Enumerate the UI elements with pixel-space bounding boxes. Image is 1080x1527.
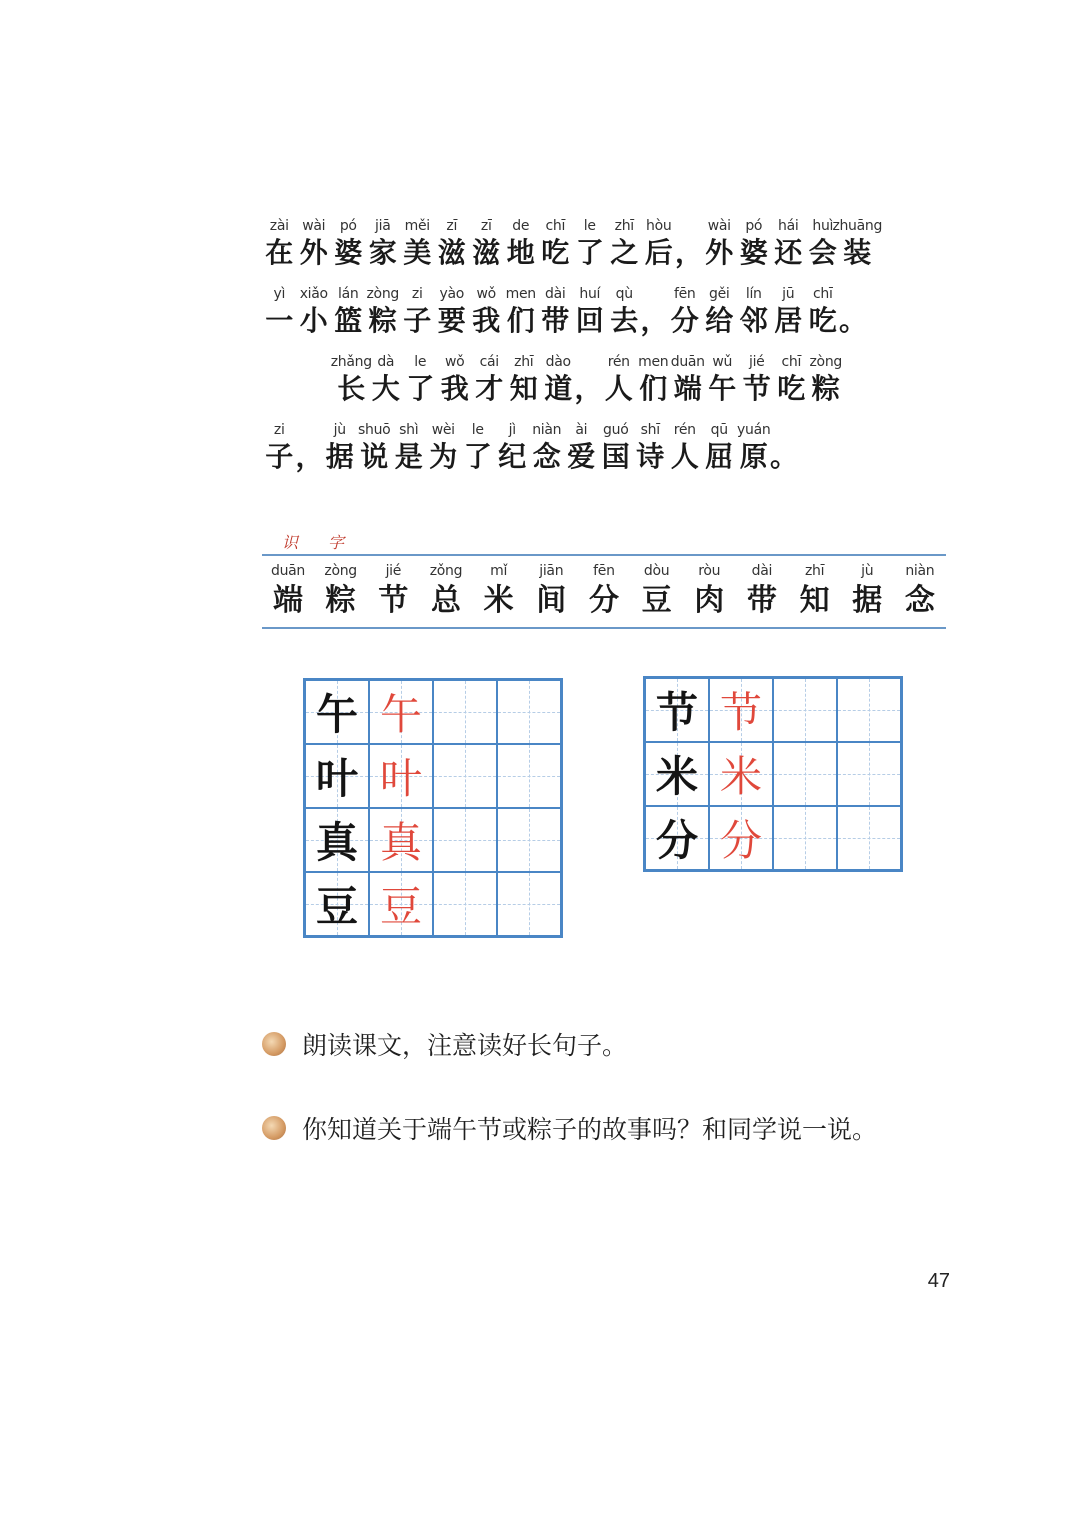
vocab-hanzi: 端 [273, 583, 303, 618]
character-with-pinyin [366, 218, 401, 270]
model-character-cell [305, 680, 369, 744]
pinyin: hái [778, 218, 799, 234]
trace-character: 叶 [379, 754, 422, 803]
empty-practice-cell [433, 872, 497, 936]
pinyin: pó [745, 218, 763, 234]
character-with-pinyin [774, 354, 809, 406]
hanzi: 后 [644, 236, 673, 269]
pinyin: wài [302, 218, 326, 234]
task-bullet-icon [262, 1116, 286, 1140]
character-with-pinyin [469, 286, 504, 338]
task-text: 你知道关于端午节或粽子的故事吗？和同学说一说。 [302, 1115, 878, 1144]
empty-practice-cell [773, 806, 837, 870]
pinyin: wǔ [712, 354, 733, 370]
hanzi: 才 [475, 372, 504, 405]
character-with-pinyin [426, 422, 461, 474]
hanzi: 们 [639, 372, 668, 405]
vocab-hanzi: 知 [799, 583, 830, 618]
punctuation [642, 286, 668, 338]
pinyin: huí [579, 286, 601, 302]
hanzi: 外 [705, 236, 734, 269]
character-with-pinyin [607, 218, 642, 270]
pinyin: pó [339, 218, 357, 234]
hanzi: 邻 [739, 304, 768, 337]
character-with-pinyin [702, 422, 737, 474]
character-with-pinyin [636, 354, 671, 406]
pinyin: zī [446, 218, 458, 234]
trace-character-cell [369, 872, 433, 936]
character-with-pinyin [469, 218, 504, 270]
task-2 [262, 1110, 877, 1146]
hanzi: 端 [673, 372, 702, 405]
character-with-pinyin [435, 218, 470, 270]
pinyin: chī [545, 218, 566, 234]
pinyin: chī [781, 354, 802, 370]
hanzi: 婆 [334, 236, 363, 269]
empty-practice-cell [837, 742, 901, 806]
pinyin: dài [545, 286, 566, 302]
hanzi: 为 [429, 440, 458, 473]
hanzi: 了 [575, 236, 604, 269]
task-bullet-icon [262, 1032, 286, 1056]
vocab-pinyin: fēn [593, 563, 615, 579]
hanzi: 会 [808, 236, 837, 269]
pinyin: chī [812, 286, 833, 302]
hanzi: 居 [774, 304, 803, 337]
hanzi: ， [675, 236, 704, 269]
trace-character-cell [709, 742, 773, 806]
character-with-pinyin [369, 354, 404, 406]
trace-character: 午 [379, 690, 422, 739]
vocab-header: 识字 [282, 533, 375, 552]
hanzi: 回 [575, 304, 604, 337]
character-with-pinyin [573, 218, 608, 270]
hanzi: 之 [610, 236, 639, 269]
character-with-pinyin [507, 354, 542, 406]
pinyin: wèi [431, 422, 455, 438]
vocab-pinyin: ròu [698, 563, 721, 579]
vocab-hanzi: 节 [378, 583, 409, 618]
vocab-hanzi: 分 [588, 583, 619, 618]
pinyin: cái [479, 354, 499, 370]
pinyin: le [471, 422, 484, 438]
pinyin: měi [404, 218, 430, 234]
page-number: 47 [927, 1270, 950, 1292]
character-with-pinyin [400, 218, 435, 270]
trace-character-cell [709, 806, 773, 870]
hanzi: 子 [265, 440, 294, 473]
trace-character-cell [709, 678, 773, 742]
character-with-pinyin [504, 218, 539, 270]
model-character: 叶 [315, 754, 358, 803]
punctuation [771, 422, 797, 474]
model-character: 午 [315, 690, 358, 739]
passage-line [330, 354, 843, 406]
vocab-item [894, 563, 946, 621]
character-with-pinyin [530, 422, 565, 474]
model-character: 节 [655, 688, 698, 737]
vocab-list [262, 563, 946, 621]
vocab-bottom-rule [262, 627, 946, 629]
pinyin: qū [710, 422, 728, 438]
character-with-pinyin [297, 218, 332, 270]
hanzi: 我 [440, 372, 469, 405]
hanzi: 人 [604, 372, 633, 405]
hanzi: 篮 [334, 304, 363, 337]
hanzi: 了 [463, 440, 492, 473]
writing-grid-2 [643, 676, 903, 872]
hanzi: 我 [472, 304, 501, 337]
vocab-pinyin: zǒng [429, 563, 463, 579]
punctuation [576, 354, 602, 406]
model-character: 分 [655, 816, 698, 865]
vocab-hanzi: 肉 [694, 583, 725, 618]
vocab-hanzi: 米 [483, 583, 514, 618]
pinyin: wài [707, 218, 731, 234]
character-with-pinyin [607, 286, 642, 338]
hanzi: 说 [360, 440, 389, 473]
pinyin: le [583, 218, 596, 234]
pinyin: lán [338, 286, 359, 302]
hanzi: 人 [670, 440, 699, 473]
hanzi: 爱 [567, 440, 596, 473]
vocab-pinyin: dòu [643, 563, 670, 579]
character-with-pinyin [297, 286, 332, 338]
vocab-item [841, 563, 893, 621]
vocab-pinyin: niàn [905, 563, 935, 579]
hanzi: 知 [509, 372, 538, 405]
vocab-item [525, 563, 577, 621]
character-with-pinyin [330, 354, 372, 406]
character-with-pinyin [771, 286, 806, 338]
pinyin: de [512, 218, 530, 234]
pinyin: men [638, 354, 669, 370]
pinyin: shì [399, 422, 419, 438]
writing-grid-1 [303, 678, 563, 938]
model-character-cell [305, 872, 369, 936]
empty-practice-cell [773, 742, 837, 806]
hanzi: 吃 [808, 304, 837, 337]
pinyin: zī [480, 218, 492, 234]
character-with-pinyin [331, 218, 366, 270]
hanzi: 粽 [811, 372, 840, 405]
hanzi: 大 [371, 372, 400, 405]
model-character-cell [305, 744, 369, 808]
vocab-pinyin: dài [751, 563, 773, 579]
vocab-pinyin: jù [861, 563, 874, 579]
hanzi: 粽 [368, 304, 397, 337]
hanzi: 纪 [498, 440, 527, 473]
hanzi: 滋 [472, 236, 501, 269]
vocab-pinyin: zhī [804, 563, 825, 579]
vocab-item [789, 563, 841, 621]
pinyin: men [505, 286, 536, 302]
character-with-pinyin [668, 286, 703, 338]
character-with-pinyin [262, 422, 297, 474]
vocab-item [631, 563, 683, 621]
empty-practice-cell [433, 744, 497, 808]
character-with-pinyin [472, 354, 507, 406]
character-with-pinyin [702, 218, 737, 270]
vocab-hanzi: 总 [430, 583, 461, 618]
hanzi: 要 [437, 304, 466, 337]
vocab-pinyin: duān [270, 563, 305, 579]
character-with-pinyin [357, 422, 392, 474]
pinyin: hòu [646, 218, 672, 234]
pinyin: yuán [737, 422, 771, 438]
vocab-item [367, 563, 419, 621]
hanzi: 诗 [636, 440, 665, 473]
hanzi: 在 [265, 236, 294, 269]
character-with-pinyin [705, 354, 740, 406]
character-with-pinyin [323, 422, 358, 474]
hanzi: 地 [506, 236, 535, 269]
vocab-top-rule [262, 554, 946, 556]
pinyin: qù [615, 286, 633, 302]
hanzi: 美 [403, 236, 432, 269]
character-with-pinyin [702, 286, 737, 338]
pinyin: guó [603, 422, 629, 438]
vocab-hanzi: 间 [536, 583, 567, 618]
character-with-pinyin [495, 422, 530, 474]
pinyin: ài [575, 422, 588, 438]
trace-character: 米 [719, 752, 762, 801]
pinyin: jiā [375, 218, 391, 234]
trace-character: 真 [379, 818, 422, 867]
character-with-pinyin [737, 218, 772, 270]
hanzi: 午 [708, 372, 737, 405]
hanzi: 念 [532, 440, 561, 473]
hanzi: 小 [299, 304, 328, 337]
hanzi: 带 [541, 304, 570, 337]
empty-practice-cell [433, 680, 497, 744]
character-with-pinyin [771, 218, 806, 270]
vocab-pinyin: mǐ [490, 563, 508, 579]
hanzi: 吃 [541, 236, 570, 269]
empty-practice-cell [773, 678, 837, 742]
character-with-pinyin [392, 422, 427, 474]
character-with-pinyin [737, 286, 772, 338]
hanzi: ， [574, 372, 603, 405]
hanzi: 去 [610, 304, 639, 337]
pinyin: jù [333, 422, 346, 438]
vocab-pinyin: zòng [324, 563, 357, 579]
vocab-hanzi: 念 [904, 583, 935, 618]
pinyin: yì [273, 286, 286, 302]
pinyin: zi [411, 286, 423, 302]
character-with-pinyin [668, 422, 703, 474]
hanzi: 一 [265, 304, 294, 337]
character-with-pinyin [400, 286, 435, 338]
pinyin: dào [545, 354, 571, 370]
character-with-pinyin [403, 354, 438, 406]
hanzi: 子 [403, 304, 432, 337]
vocab-hanzi: 粽 [325, 583, 356, 618]
hanzi: ， [640, 304, 669, 337]
pinyin: zhī [514, 354, 534, 370]
pinyin: gěi [709, 286, 730, 302]
task-1 [262, 1026, 627, 1062]
empty-practice-cell [837, 806, 901, 870]
pinyin: jū [782, 286, 795, 302]
pinyin: duān [670, 354, 705, 370]
hanzi: 给 [705, 304, 734, 337]
character-with-pinyin [564, 422, 599, 474]
empty-practice-cell [497, 872, 561, 936]
pinyin: le [414, 354, 427, 370]
pinyin: lín [745, 286, 762, 302]
trace-character-cell [369, 680, 433, 744]
hanzi: 屈 [705, 440, 734, 473]
model-character-cell [305, 808, 369, 872]
model-character-cell [645, 678, 709, 742]
character-with-pinyin [504, 286, 539, 338]
hanzi: 家 [368, 236, 397, 269]
pinyin: yào [439, 286, 465, 302]
passage-line [262, 286, 866, 338]
model-character-cell [645, 806, 709, 870]
hanzi: 们 [506, 304, 535, 337]
character-with-pinyin [262, 218, 297, 270]
character-with-pinyin [832, 218, 883, 270]
pinyin: zòng [809, 354, 842, 370]
trace-character: 分 [719, 816, 762, 865]
vocab-hanzi: 豆 [641, 583, 672, 618]
trace-character-cell [369, 808, 433, 872]
hanzi: 婆 [739, 236, 768, 269]
pinyin: rén [607, 354, 630, 370]
pinyin: zòng [366, 286, 399, 302]
pinyin: wǒ [445, 354, 465, 370]
character-with-pinyin [262, 286, 297, 338]
punctuation [676, 218, 702, 270]
character-with-pinyin [461, 422, 496, 474]
vocab-item [473, 563, 525, 621]
vocab-item [420, 563, 472, 621]
hanzi: 道 [544, 372, 573, 405]
passage-line [262, 422, 797, 474]
pinyin: zài [269, 218, 289, 234]
trace-character: 节 [719, 688, 762, 737]
empty-practice-cell [497, 744, 561, 808]
vocab-hanzi: 据 [852, 583, 883, 618]
vocab-item [262, 563, 314, 621]
model-character: 米 [655, 752, 698, 801]
hanzi: 国 [601, 440, 630, 473]
task-text: 朗读课文，注意读好长句子。 [302, 1031, 628, 1060]
hanzi: 分 [670, 304, 699, 337]
empty-practice-cell [497, 808, 561, 872]
model-character: 真 [315, 818, 358, 867]
pinyin: huì [812, 218, 834, 234]
character-with-pinyin [573, 286, 608, 338]
passage-line [262, 218, 883, 270]
hanzi: 装 [843, 236, 872, 269]
pinyin: jié [749, 354, 765, 370]
trace-character-cell [369, 744, 433, 808]
pinyin: rén [673, 422, 696, 438]
character-with-pinyin [438, 354, 473, 406]
vocab-hanzi: 带 [746, 583, 777, 618]
vocab-pinyin: jiān [539, 563, 564, 579]
vocab-pinyin: jié [385, 563, 402, 579]
empty-practice-cell [433, 808, 497, 872]
character-with-pinyin [366, 286, 401, 338]
pinyin: zhǎng [330, 354, 372, 370]
pinyin: jì [508, 422, 516, 438]
vocab-item [578, 563, 630, 621]
pinyin: zhuāng [832, 218, 883, 234]
character-with-pinyin [538, 286, 573, 338]
character-with-pinyin [538, 218, 573, 270]
character-with-pinyin [642, 218, 677, 270]
pinyin: wǒ [476, 286, 496, 302]
vocab-item [315, 563, 367, 621]
character-with-pinyin [602, 354, 637, 406]
hanzi: 长 [337, 372, 366, 405]
hanzi: 。 [770, 440, 799, 473]
pinyin: shī [640, 422, 660, 438]
punctuation [297, 422, 323, 474]
pinyin: zhī [614, 218, 634, 234]
hanzi: 。 [839, 304, 868, 337]
vocab-item [683, 563, 735, 621]
empty-practice-cell [837, 678, 901, 742]
character-with-pinyin [809, 354, 844, 406]
character-with-pinyin [541, 354, 576, 406]
trace-character: 豆 [379, 882, 422, 931]
hanzi: 了 [406, 372, 435, 405]
pinyin: fēn [673, 286, 696, 302]
hanzi: 节 [742, 372, 771, 405]
pinyin: zi [273, 422, 285, 438]
character-with-pinyin [331, 286, 366, 338]
pinyin: niàn [532, 422, 562, 438]
hanzi: 是 [394, 440, 423, 473]
character-with-pinyin [740, 354, 775, 406]
model-character: 豆 [315, 882, 358, 931]
vocab-item [736, 563, 788, 621]
hanzi: 还 [774, 236, 803, 269]
character-with-pinyin [599, 422, 634, 474]
character-with-pinyin [633, 422, 668, 474]
pinyin: dà [377, 354, 395, 370]
hanzi: 吃 [777, 372, 806, 405]
pinyin: xiǎo [299, 286, 328, 302]
punctuation [840, 286, 866, 338]
character-with-pinyin [671, 354, 706, 406]
hanzi: 滋 [437, 236, 466, 269]
pinyin: shuō [358, 422, 391, 438]
hanzi: 外 [299, 236, 328, 269]
hanzi: 据 [325, 440, 354, 473]
hanzi: ， [295, 440, 324, 473]
character-with-pinyin [806, 286, 841, 338]
hanzi: 原 [739, 440, 768, 473]
empty-practice-cell [497, 680, 561, 744]
character-with-pinyin [737, 422, 772, 474]
model-character-cell [645, 742, 709, 806]
character-with-pinyin [435, 286, 470, 338]
